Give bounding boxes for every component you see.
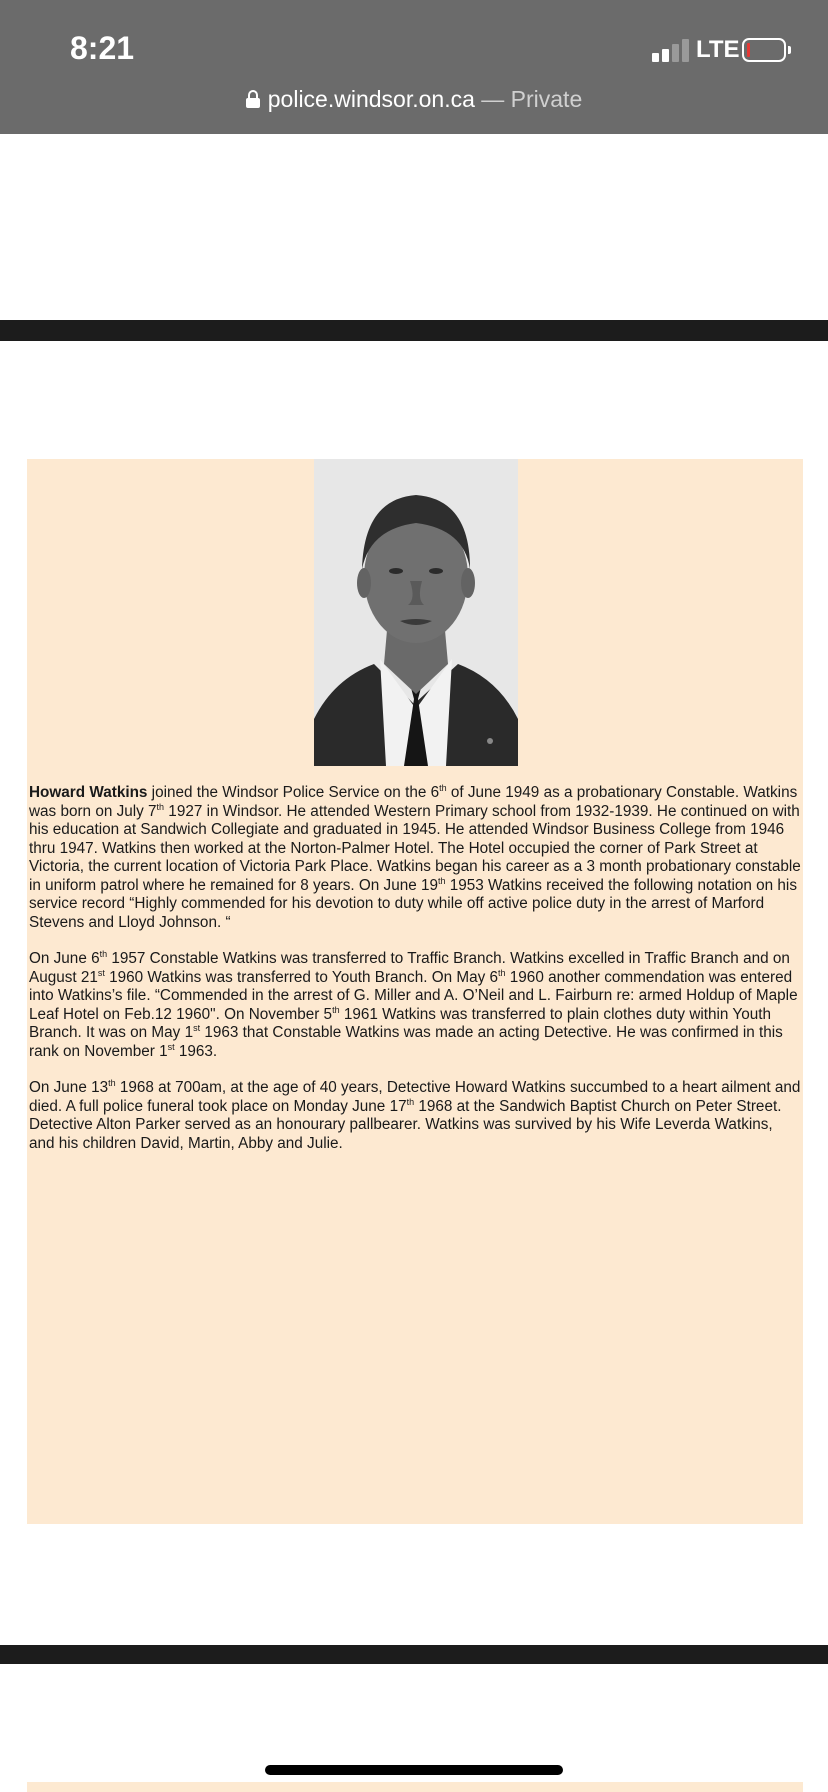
lock-icon xyxy=(246,90,260,108)
url-domain: police.windsor.on.ca xyxy=(267,86,475,112)
battery-icon xyxy=(742,38,786,62)
home-indicator[interactable] xyxy=(265,1765,563,1775)
officer-name: Howard Watkins xyxy=(29,784,148,801)
page-divider-bottom xyxy=(0,1645,828,1664)
portrait-photo xyxy=(314,459,518,766)
next-content-strip xyxy=(27,1782,803,1792)
status-bar xyxy=(0,0,828,134)
bio-paragraph-1: Howard Watkins joined the Windsor Police Service on the 6th of June 1949 as a probationary Constable. Watkins was born on July 7th 1927 in Windsor. He attended Western Primary school from 1932-1939. He continued on with his education at Sandwich Collegiate and graduated in 1945. He attended Windsor Business College from 1946 thru 1947. Watkins then worked at the Norton-Palmer Hotel. The Hotel occupied the corner of Park Street at Victoria, the current location of Victoria Park Place. Watkins began his career as a 3 month probationary constable in uniform patrol where he remained for 8 years. On June 19th 1953 Watkins received the following notation on his service record “Highly commended for his devotion to duty while off active police duty in the arrest of Marford Stevens and Lloyd Johnson. “ xyxy=(29,782,801,931)
memorial-content xyxy=(27,459,803,1524)
private-label: Private xyxy=(510,86,583,112)
status-time: 8:21 xyxy=(70,30,135,66)
battery-level xyxy=(747,43,750,57)
cellular-signal-icon xyxy=(652,38,690,62)
url-separator: — xyxy=(474,86,511,112)
battery-cap xyxy=(788,46,791,54)
bio-paragraph-2: On June 6th 1957 Constable Watkins was transferred to Traffic Branch. Watkins excelled in Traffic Branch and on August 21st 1960 Watkins was transferred to Youth Branch. On May 6th 1960 another commendation was entered into Watkins’s file. “Commended in the arrest of G. Miller and A. O’Neil and L. Fairburn re: armed Holdup of Maple Leaf Hotel on Feb.12 1960". On November 5th 1961 Watkins was transferred to plain clothes duty within Youth Branch. It was on May 1st 1963 that Constable Watkins was made an acting Detective. He was confirmed in this rank on November 1st 1963. xyxy=(29,948,798,1060)
address-bar[interactable] xyxy=(0,86,828,113)
network-type: LTE xyxy=(696,36,740,63)
portrait-image xyxy=(314,459,518,766)
page-divider-top xyxy=(0,320,828,341)
biography-text xyxy=(29,784,801,1171)
bio-paragraph-3: On June 13th 1968 at 700am, at the age of 40 years, Detective Howard Watkins succumbed to a heart ailment and died. A full police funeral took place on Monday June 17th 1968 at the Sandwich Baptist Church on Peter Street. Detective Alton Parker served as an honourary pallbearer. Watkins was survived by his Wife Leverda Watkins, and his children David, Martin, Abby and Julie. xyxy=(29,1077,801,1152)
